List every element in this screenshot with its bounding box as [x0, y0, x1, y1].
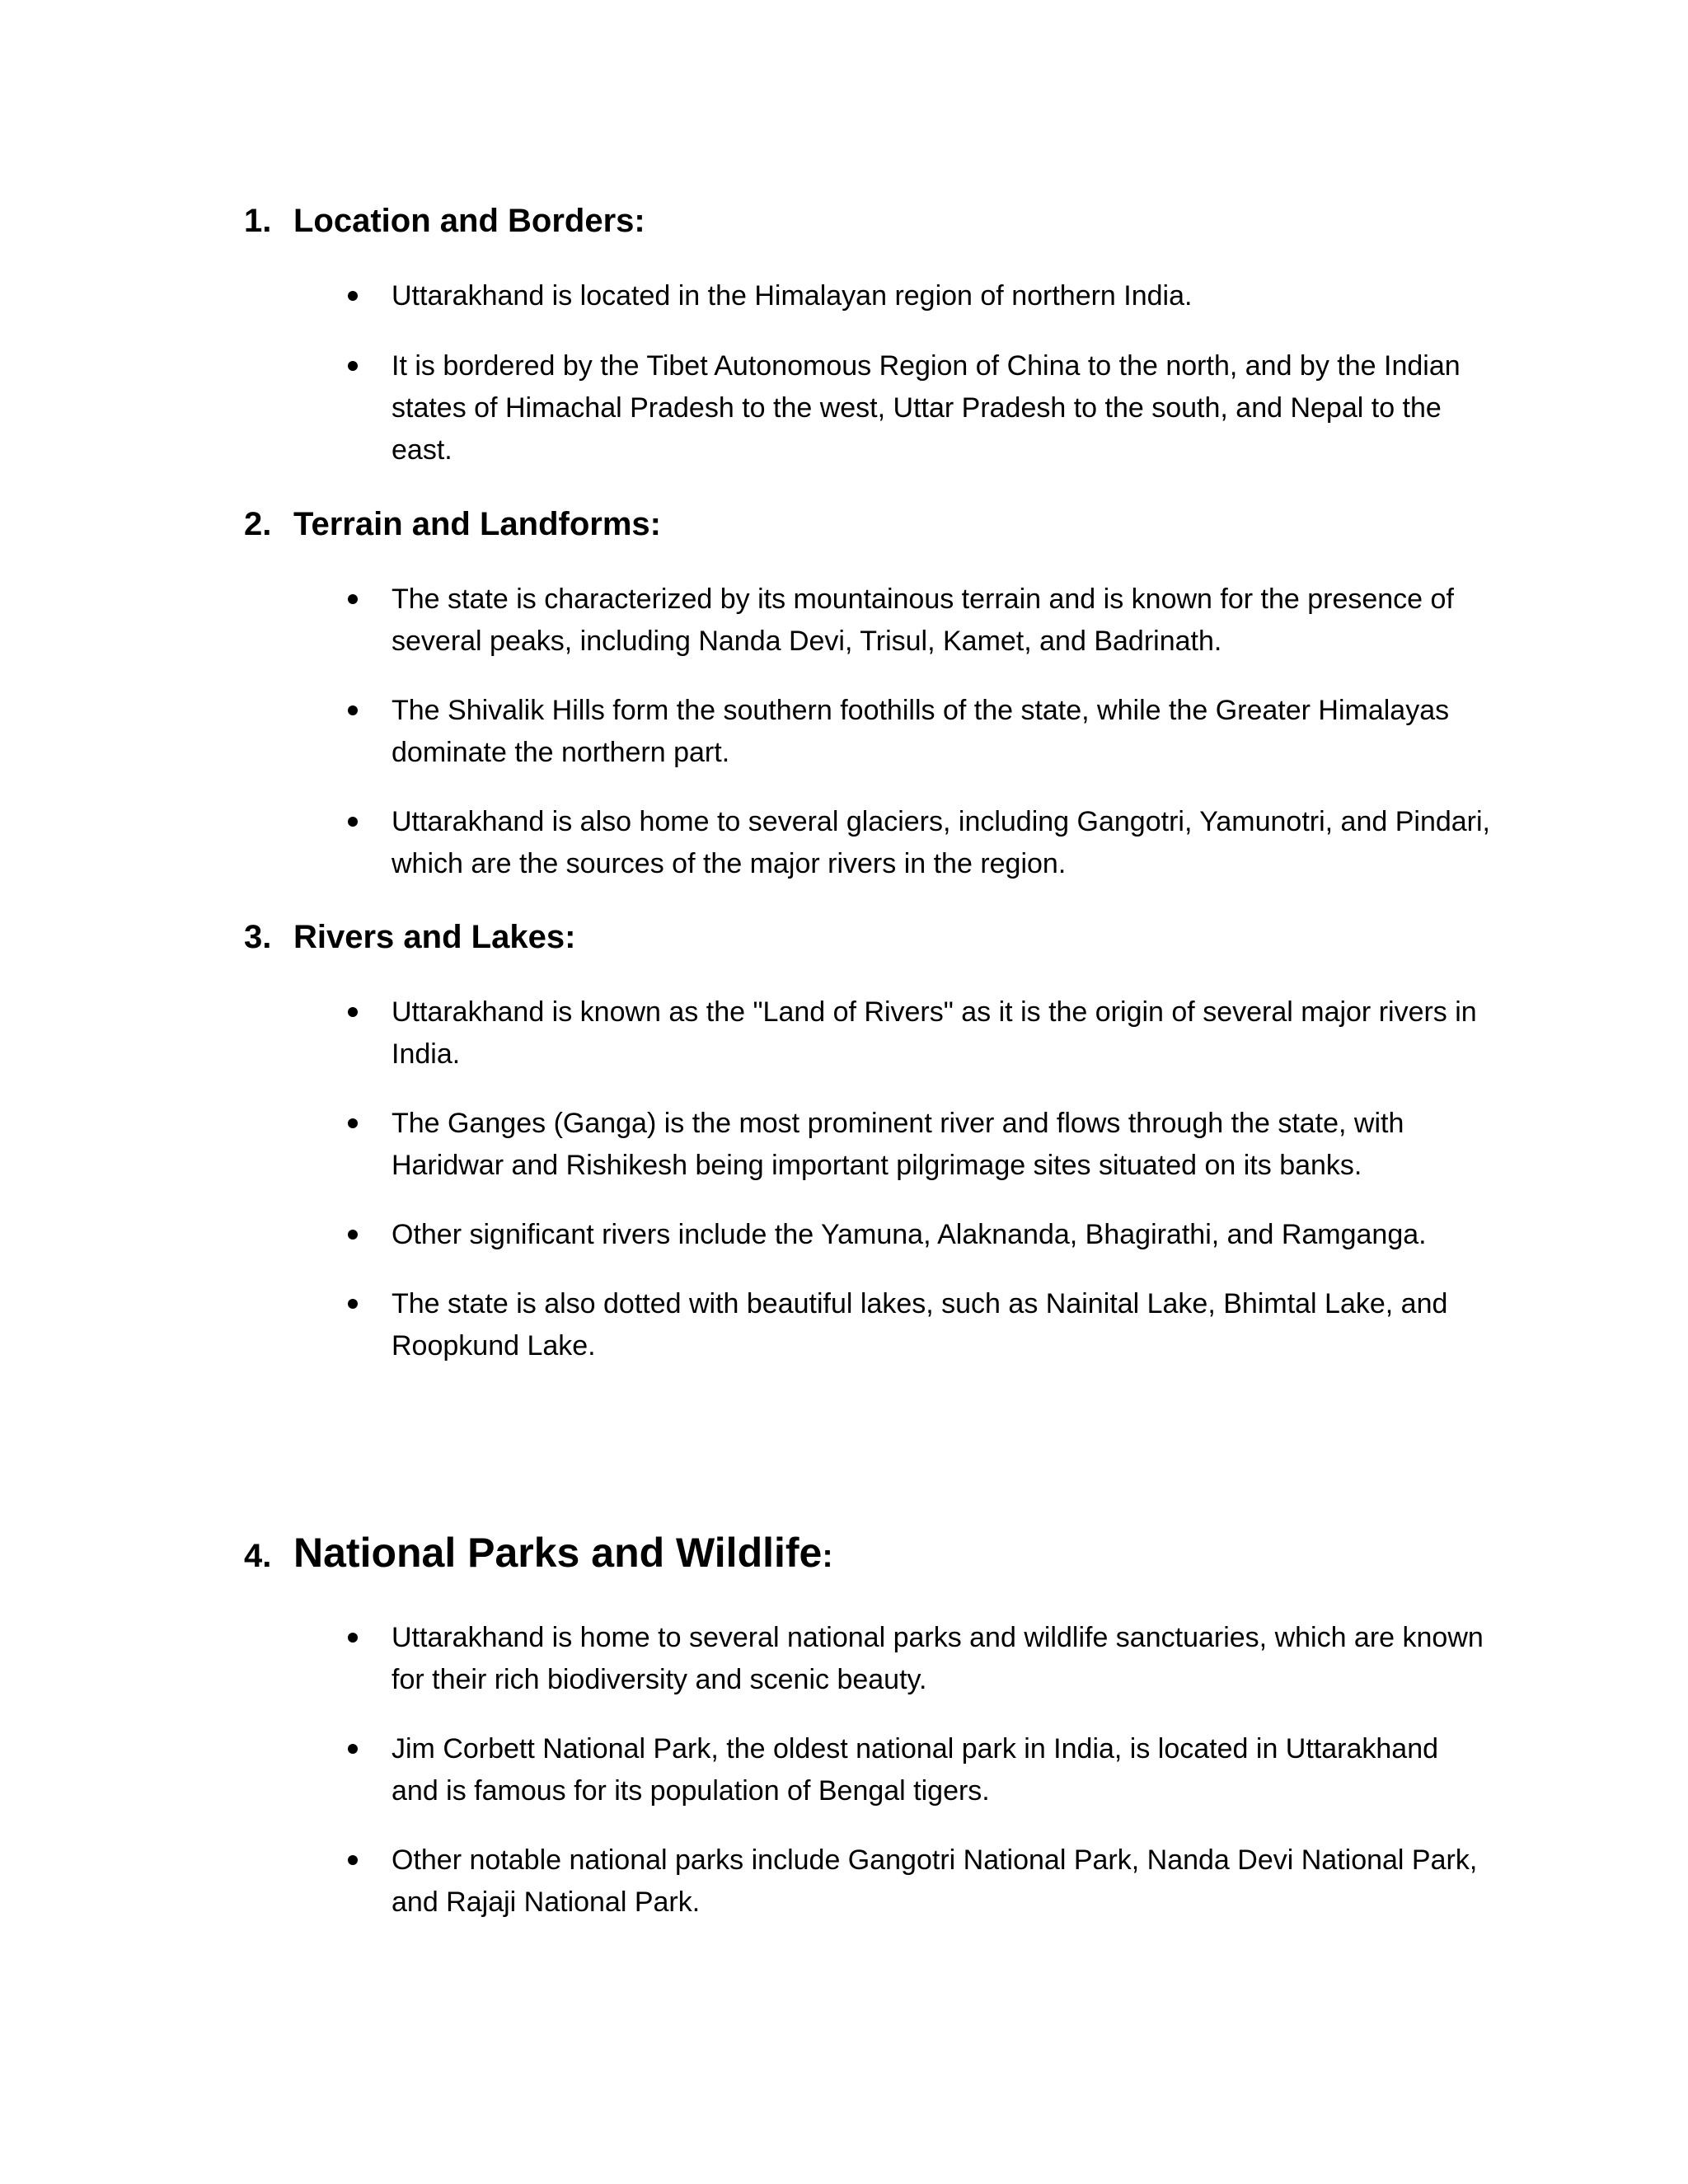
section-number: 3. [244, 919, 272, 955]
section-title: Location and Borders: [293, 203, 645, 239]
section-number: 4. [244, 1538, 272, 1574]
list-item [392, 1103, 1492, 1187]
list-item [392, 579, 1492, 663]
list-item [392, 1728, 1492, 1812]
section-title: Terrain and Landforms: [293, 506, 661, 542]
list-item-text: Jim Corbett National Park, the oldest national park in India, is located in Uttarakhand and is famous for its population of Bengal tigers. [392, 1733, 1439, 1807]
list-item [392, 275, 1492, 317]
list-item [392, 690, 1492, 774]
bullet-icon [348, 361, 358, 371]
list-item [392, 1840, 1492, 1924]
list-item [392, 801, 1492, 885]
bullet-icon [348, 1744, 358, 1754]
list-item [392, 1617, 1492, 1701]
section-number: 1. [244, 203, 272, 239]
bullet-icon [348, 1007, 358, 1017]
section-number: 2. [244, 506, 272, 542]
section-heading [244, 1530, 833, 1576]
list-item [392, 1214, 1492, 1256]
bullet-icon [348, 1855, 358, 1865]
section-title: Rivers and Lakes: [293, 919, 576, 955]
section-heading [244, 504, 661, 544]
bullet-icon [348, 817, 358, 827]
list-item [392, 1283, 1492, 1367]
section-heading [244, 201, 645, 241]
list-item [392, 991, 1492, 1076]
list-item-text: Other significant rivers include the Yamuna, Alaknanda, Bhagirathi, and Ramganga. [392, 1219, 1427, 1250]
bullet-icon [348, 705, 358, 715]
bullet-icon [348, 1299, 358, 1309]
list-item-text: The state is also dotted with beautiful lakes, such as Nainital Lake, Bhimtal Lake, and Roopkund Lake. [392, 1288, 1448, 1361]
list-item-text: The state is characterized by its mountainous terrain and is known for the presence of several peaks, including Nanda Devi, Trisul, Kamet, and Badrinath. [392, 583, 1454, 657]
list-item-text: Uttarakhand is known as the "Land of Rivers" as it is the origin of several major rivers in India. [392, 996, 1477, 1070]
list-item-text: The Shivalik Hills form the southern foothills of the state, while the Greater Himalayas dominate the northern part. [392, 695, 1450, 768]
bullet-icon [348, 1118, 358, 1128]
list-item-text: Uttarakhand is also home to several glaciers, including Gangotri, Yamunotri, and Pindari, which are the sources of the major rivers in the region. [392, 806, 1491, 879]
section-title-suffix: : [822, 1538, 833, 1574]
list-item-text: Uttarakhand is located in the Himalayan region of northern India. [392, 280, 1193, 312]
section-heading [244, 917, 575, 957]
list-item-text: The Ganges (Ganga) is the most prominent river and flows through the state, with Haridwar and Rishikesh being important pilgrimage sites situated on its banks. [392, 1108, 1404, 1181]
list-item [392, 345, 1492, 471]
list-item-text: Uttarakhand is home to several national parks and wildlife sanctuaries, which are known for their rich biodiversity and scenic beauty. [392, 1622, 1484, 1695]
list-item-text: Other notable national parks include Gangotri National Park, Nanda Devi National Park, and Rajaji National Park. [392, 1844, 1478, 1918]
bullet-icon [348, 594, 358, 604]
bullet-icon [348, 1633, 358, 1643]
list-item-text: It is bordered by the Tibet Autonomous Region of China to the north, and by the Indian states of Himachal Pradesh to the west, Uttar Pradesh to the south, and Nepal to the east. [392, 350, 1461, 466]
section-title: National Parks and Wildlife [293, 1530, 823, 1576]
bullet-icon [348, 1230, 358, 1240]
bullet-icon [348, 291, 358, 301]
